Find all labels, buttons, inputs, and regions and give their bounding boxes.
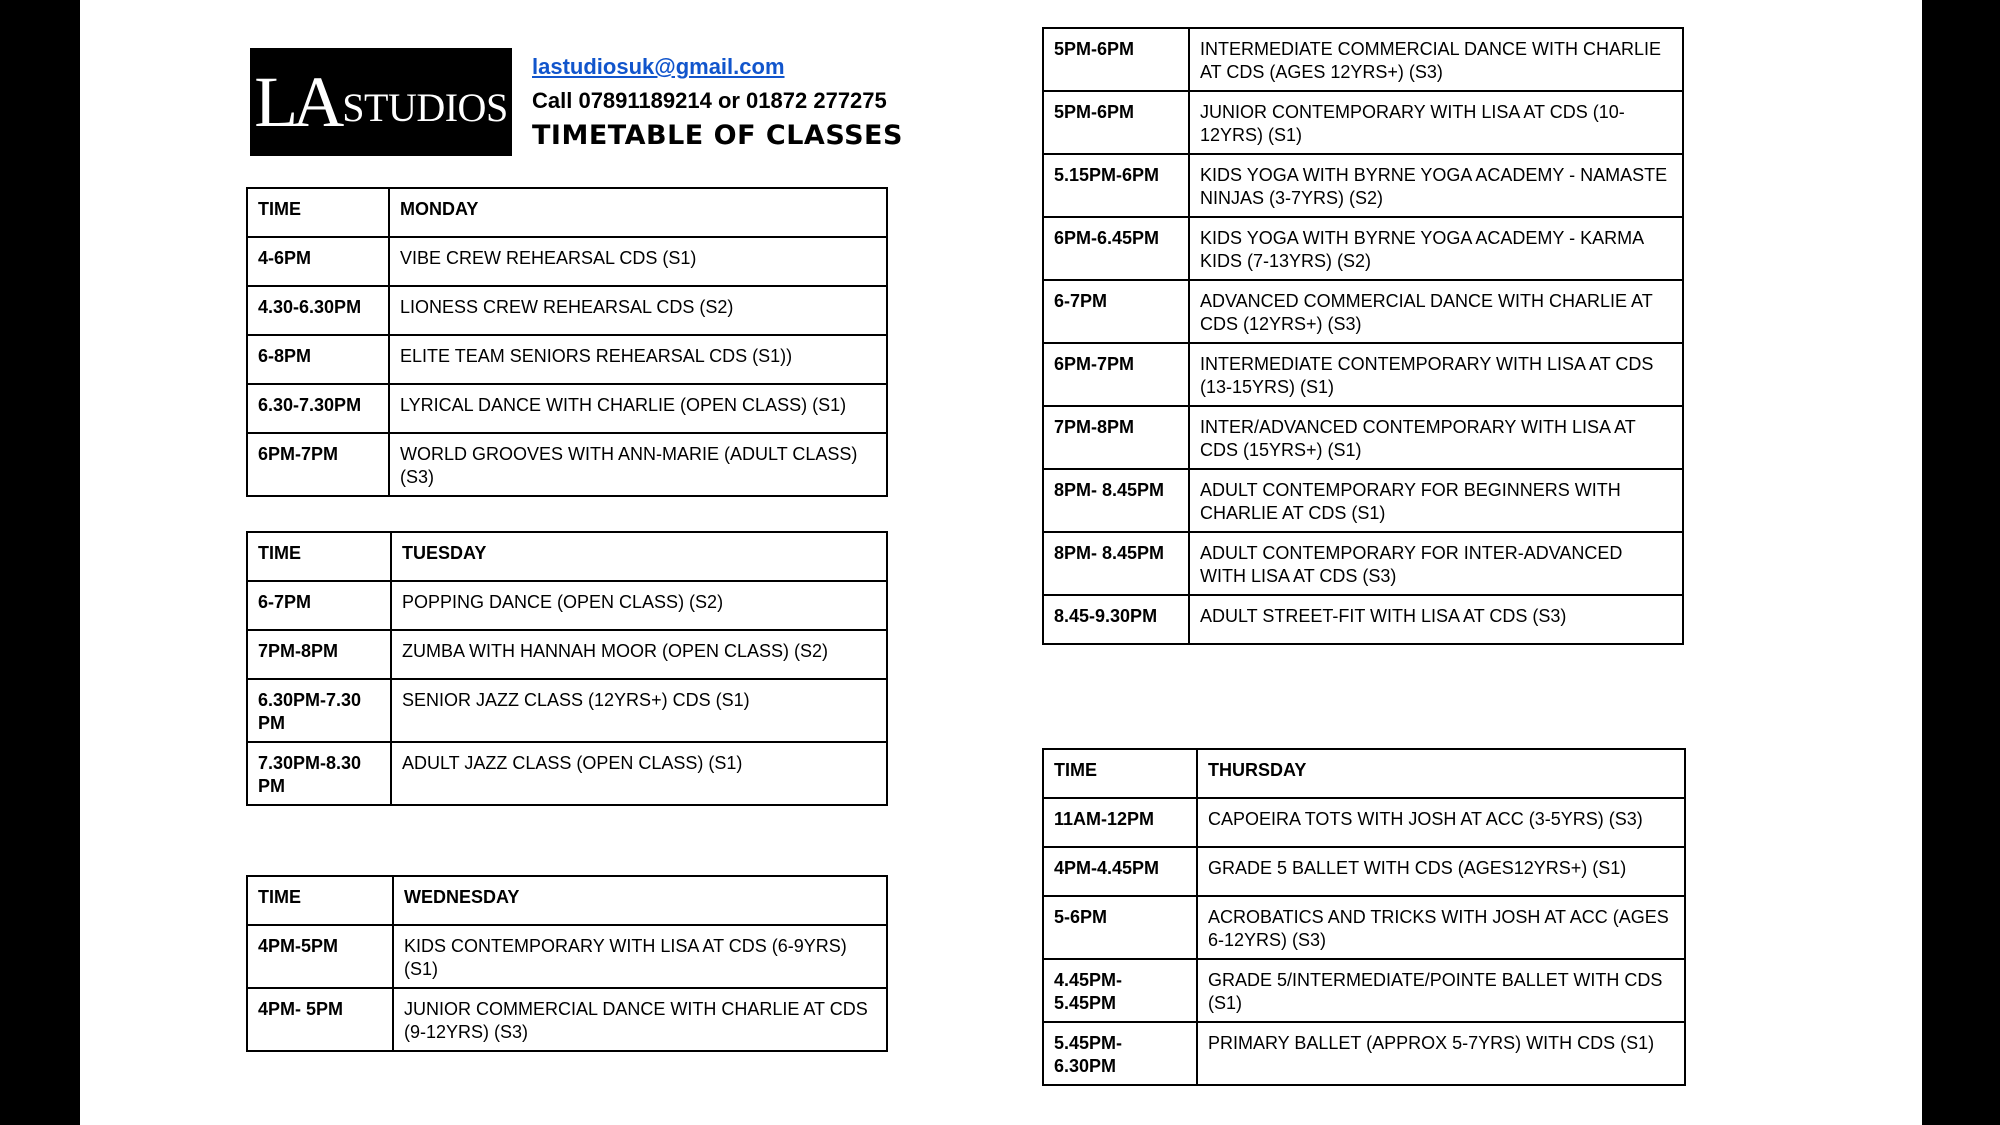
class-time: 5PM-6PM [1043,28,1189,91]
class-time: 6PM-6.45PM [1043,217,1189,280]
class-time: 6-8PM [247,335,389,384]
class-name: JUNIOR CONTEMPORARY WITH LISA AT CDS (10-12YRS) (S1) [1189,91,1683,154]
day-header: TUESDAY [391,532,887,581]
contact-block [532,54,903,151]
class-time: 4-6PM [247,237,389,286]
class-name: LYRICAL DANCE WITH CHARLIE (OPEN CLASS) (S1) [389,384,887,433]
day-header: WEDNESDAY [393,876,887,925]
class-time: 8.45-9.30PM [1043,595,1189,644]
class-name: ADULT CONTEMPORARY FOR BEGINNERS WITH CHARLIE AT CDS (S1) [1189,469,1683,532]
class-time: 4.45PM- 5.45PM [1043,959,1197,1022]
page-title: TIMETABLE OF CLASSES [532,120,903,151]
table-row [1043,280,1683,343]
table-row [247,925,887,988]
class-name: LIONESS CREW REHEARSAL CDS (S2) [389,286,887,335]
timetable-page [80,0,1922,1125]
table-row [247,286,887,335]
class-name: ADULT JAZZ CLASS (OPEN CLASS) (S1) [391,742,887,805]
class-name: KIDS CONTEMPORARY WITH LISA AT CDS (6-9YRS) (S1) [393,925,887,988]
day-header: MONDAY [389,188,887,237]
class-time: 4PM- 5PM [247,988,393,1051]
monday-table [246,187,888,497]
class-time: 5.45PM- 6.30PM [1043,1022,1197,1085]
table-row [247,581,887,630]
table-header-row [247,188,887,237]
thursday-table [1042,748,1686,1086]
class-name: ACROBATICS AND TRICKS WITH JOSH AT ACC (AGES 6-12YRS) (S3) [1197,896,1685,959]
class-name: ELITE TEAM SENIORS REHEARSAL CDS (S1)) [389,335,887,384]
class-time: 6.30PM-7.30 PM [247,679,391,742]
class-time: 7.30PM-8.30 PM [247,742,391,805]
time-header: TIME [247,532,391,581]
class-name: GRADE 5 BALLET WITH CDS (AGES12YRS+) (S1) [1197,847,1685,896]
class-time: 5PM-6PM [1043,91,1189,154]
class-time: 8PM- 8.45PM [1043,532,1189,595]
table-row [247,988,887,1051]
class-name: ADULT CONTEMPORARY FOR INTER-ADVANCED WITH LISA AT CDS (S3) [1189,532,1683,595]
tuesday-table [246,531,888,806]
class-time: 7PM-8PM [1043,406,1189,469]
table-row [1043,469,1683,532]
table-row [1043,91,1683,154]
table-row [247,433,887,496]
day-header: THURSDAY [1197,749,1685,798]
table-header-row [247,532,887,581]
class-time: 8PM- 8.45PM [1043,469,1189,532]
table-row [1043,798,1685,847]
class-name: PRIMARY BALLET (APPROX 5-7YRS) WITH CDS (S1) [1197,1022,1685,1085]
table-row [247,742,887,805]
time-header: TIME [247,188,389,237]
table-row [1043,154,1683,217]
class-name: INTERMEDIATE CONTEMPORARY WITH LISA AT CDS (13-15YRS) (S1) [1189,343,1683,406]
class-name: INTER/ADVANCED CONTEMPORARY WITH LISA AT CDS (15YRS+) (S1) [1189,406,1683,469]
class-time: 6-7PM [1043,280,1189,343]
table-row [247,335,887,384]
class-name: SENIOR JAZZ CLASS (12YRS+) CDS (S1) [391,679,887,742]
class-time: 7PM-8PM [247,630,391,679]
class-time: 5.15PM-6PM [1043,154,1189,217]
table-row [1043,532,1683,595]
class-name: POPPING DANCE (OPEN CLASS) (S2) [391,581,887,630]
class-name: INTERMEDIATE COMMERCIAL DANCE WITH CHARLIE AT CDS (AGES 12YRS+) (S3) [1189,28,1683,91]
table-row [1043,343,1683,406]
class-time: 6.30-7.30PM [247,384,389,433]
table-row [1043,217,1683,280]
class-name: VIBE CREW REHEARSAL CDS (S1) [389,237,887,286]
la-studios-logo: LA STUDIOS [250,48,512,156]
wednesday-table [246,875,888,1052]
class-time: 4PM-4.45PM [1043,847,1197,896]
class-name: ZUMBA WITH HANNAH MOOR (OPEN CLASS) (S2) [391,630,887,679]
class-name: KIDS YOGA WITH BYRNE YOGA ACADEMY - KARMA KIDS (7-13YRS) (S2) [1189,217,1683,280]
class-time: 4PM-5PM [247,925,393,988]
phone-text: Call 07891189214 or 01872 277275 [532,88,887,113]
table-row [247,630,887,679]
class-name: ADULT STREET-FIT WITH LISA AT CDS (S3) [1189,595,1683,644]
table-row [1043,595,1683,644]
class-name: KIDS YOGA WITH BYRNE YOGA ACADEMY - NAMASTE NINJAS (3-7YRS) (S2) [1189,154,1683,217]
class-name: WORLD GROOVES WITH ANN-MARIE (ADULT CLASS) (S3) [389,433,887,496]
table-header-row [247,876,887,925]
table-row [1043,959,1685,1022]
table-row [1043,896,1685,959]
table-header-row [1043,749,1685,798]
table-row [1043,406,1683,469]
table-row [247,679,887,742]
time-header: TIME [247,876,393,925]
class-time: 6PM-7PM [1043,343,1189,406]
time-header: TIME [1043,749,1197,798]
table-row [247,237,887,286]
table-row [1043,28,1683,91]
class-name: CAPOEIRA TOTS WITH JOSH AT ACC (3-5YRS) (S3) [1197,798,1685,847]
wednesday-continued-table [1042,27,1684,645]
class-time: 6-7PM [247,581,391,630]
class-time: 5-6PM [1043,896,1197,959]
table-row [1043,847,1685,896]
table-row [247,384,887,433]
table-row [1043,1022,1685,1085]
class-time: 4.30-6.30PM [247,286,389,335]
email-link[interactable]: lastudiosuk@gmail.com [532,54,785,79]
class-name: JUNIOR COMMERCIAL DANCE WITH CHARLIE AT CDS (9-12YRS) (S3) [393,988,887,1051]
class-name: ADVANCED COMMERCIAL DANCE WITH CHARLIE AT CDS (12YRS+) (S3) [1189,280,1683,343]
class-time: 11AM-12PM [1043,798,1197,847]
class-time: 6PM-7PM [247,433,389,496]
class-name: GRADE 5/INTERMEDIATE/POINTE BALLET WITH CDS (S1) [1197,959,1685,1022]
